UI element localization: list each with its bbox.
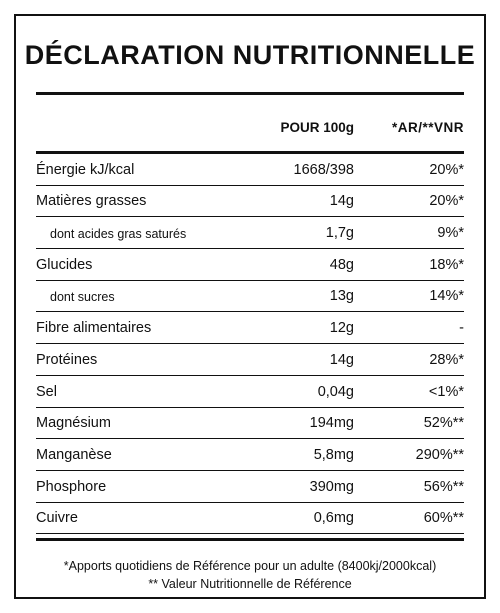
nutrient-label: Phosphore (36, 478, 107, 495)
nutrient-reference-intake: 290%** (415, 446, 464, 463)
nutrient-reference-intake: 56%** (423, 478, 464, 495)
nutrient-value-per-100g: 390mg (309, 478, 354, 495)
nutrient-value-per-100g: 48g (329, 256, 354, 273)
nutrient-label: Sel (36, 383, 57, 400)
nutrient-row (36, 344, 464, 376)
nutrient-row (36, 154, 464, 186)
nutrient-value-per-100g: 1,7g (325, 225, 354, 242)
nutrient-row (36, 249, 464, 281)
nutrient-label: Énergie kJ/kcal (36, 161, 135, 178)
nutrient-row (36, 312, 464, 344)
header-per-100g: POUR 100g (280, 120, 354, 135)
nutrient-value-per-100g: 12g (329, 320, 354, 337)
nutrient-value-per-100g: 5,8mg (313, 446, 354, 463)
nutrient-reference-intake: <1%* (428, 383, 464, 400)
nutrient-label: dont acides gras saturés (50, 227, 187, 242)
nutrient-value-per-100g: 14g (329, 193, 354, 210)
footer-divider (36, 538, 464, 541)
nutrient-row (36, 408, 464, 440)
nutrient-value-per-100g: 14g (329, 351, 354, 368)
nutrient-row (36, 503, 464, 535)
nutrient-row (36, 186, 464, 218)
nutrient-reference-intake: - (459, 320, 464, 337)
panel-title: DÉCLARATION NUTRITIONNELLE (24, 40, 476, 70)
nutrient-row (36, 281, 464, 313)
nutrient-reference-intake: 20%* (429, 193, 464, 210)
nutrient-row (36, 376, 464, 408)
nutrient-reference-intake: 9%* (437, 225, 464, 242)
nutrient-reference-intake: 60%** (423, 510, 464, 527)
footnote-vnr: ** Valeur Nutritionnelle de Référence (148, 577, 352, 591)
nutrient-value-per-100g: 0,04g (317, 383, 354, 400)
nutrient-label: dont sucres (50, 290, 115, 305)
nutrient-value-per-100g: 194mg (309, 415, 354, 432)
table-header (36, 120, 464, 146)
header-ar-vnr: *AR/**VNR (391, 120, 464, 135)
nutrient-label: Manganèse (36, 446, 112, 463)
nutrition-rows (36, 154, 464, 534)
nutrient-reference-intake: 28%* (429, 351, 464, 368)
nutrient-label: Magnésium (36, 415, 111, 432)
nutrition-panel (14, 14, 486, 599)
nutrient-label: Glucides (36, 256, 93, 273)
nutrient-value-per-100g: 1668/398 (293, 161, 354, 178)
nutrient-reference-intake: 52%** (423, 415, 464, 432)
nutrient-reference-intake: 20%* (429, 161, 464, 178)
footnote-ar: *Apports quotidiens de Référence pour un adulte (8400kj/2000kcal) (63, 559, 437, 573)
nutrient-row (36, 217, 464, 249)
nutrient-label: Matières grasses (36, 193, 147, 210)
title-divider (36, 92, 464, 95)
nutrient-label: Cuivre (36, 510, 78, 527)
nutrient-value-per-100g: 0,6mg (313, 510, 354, 527)
nutrient-label: Protéines (36, 351, 98, 368)
nutrient-row (36, 471, 464, 503)
nutrient-row (36, 439, 464, 471)
nutrient-reference-intake: 18%* (429, 256, 464, 273)
nutrient-reference-intake: 14%* (429, 288, 464, 305)
nutrient-label: Fibre alimentaires (36, 320, 152, 337)
nutrient-value-per-100g: 13g (329, 288, 354, 305)
